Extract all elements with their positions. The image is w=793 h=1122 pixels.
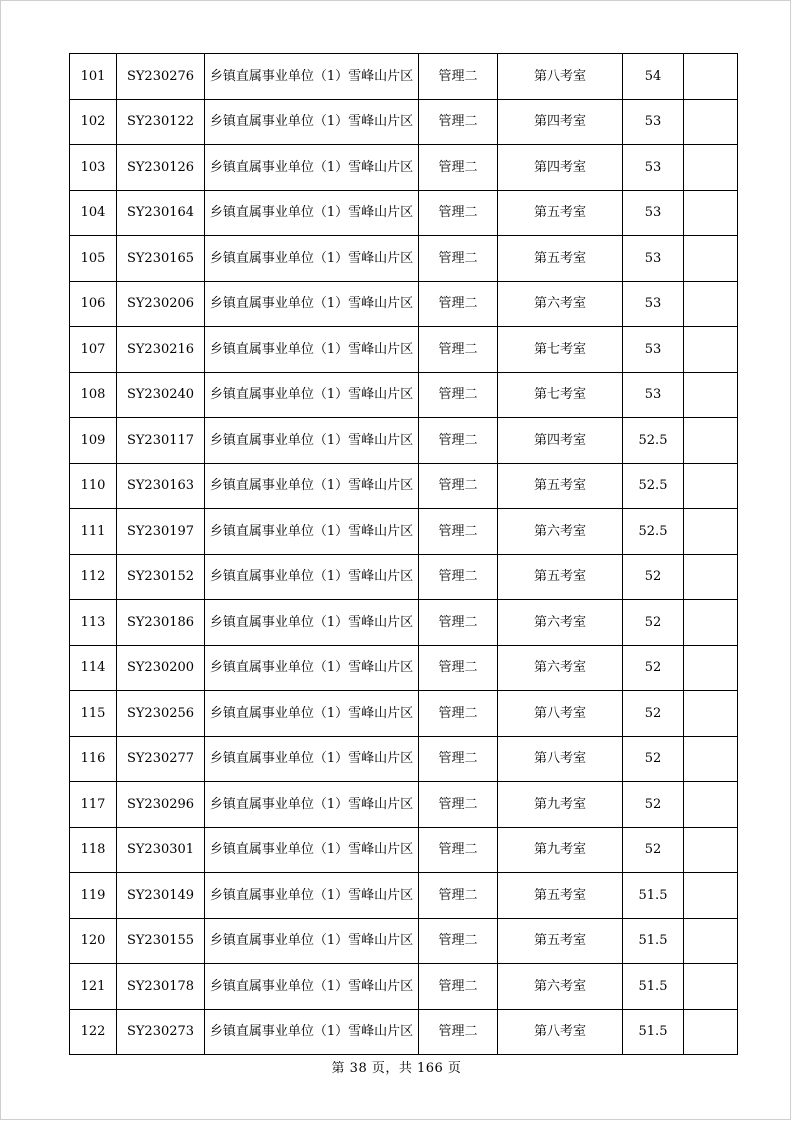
cell-exam-id: SY230186 xyxy=(117,600,205,646)
cell-exam-room: 第九考室 xyxy=(498,827,623,873)
cell-exam-id: SY230197 xyxy=(117,509,205,555)
cell-unit: 乡镇直属事业单位（1）雪峰山片区 xyxy=(205,827,419,873)
page-number-footer: 第 38 页，共 166 页 xyxy=(331,1061,462,1076)
cell-remark xyxy=(684,509,738,555)
cell-exam-room: 第六考室 xyxy=(498,645,623,691)
cell-unit: 乡镇直属事业单位（1）雪峰山片区 xyxy=(205,691,419,737)
table-row xyxy=(70,964,738,1010)
cell-score: 51.5 xyxy=(623,1009,684,1055)
cell-score: 53 xyxy=(623,145,684,191)
cell-exam-id: SY230216 xyxy=(117,327,205,373)
cell-exam-room: 第六考室 xyxy=(498,509,623,555)
table-row xyxy=(70,918,738,964)
results-body xyxy=(70,54,738,1055)
cell-post: 管理二 xyxy=(419,873,498,919)
cell-score: 52 xyxy=(623,827,684,873)
cell-unit: 乡镇直属事业单位（1）雪峰山片区 xyxy=(205,418,419,464)
cell-exam-room: 第八考室 xyxy=(498,54,623,100)
cell-remark xyxy=(684,236,738,282)
cell-number: 122 xyxy=(70,1009,117,1055)
cell-score: 53 xyxy=(623,281,684,327)
cell-post: 管理二 xyxy=(419,190,498,236)
cell-post: 管理二 xyxy=(419,463,498,509)
cell-post: 管理二 xyxy=(419,418,498,464)
table-row xyxy=(70,827,738,873)
cell-post: 管理二 xyxy=(419,236,498,282)
cell-exam-room: 第七考室 xyxy=(498,372,623,418)
cell-exam-id: SY230256 xyxy=(117,691,205,737)
cell-score: 52 xyxy=(623,600,684,646)
cell-exam-id: SY230117 xyxy=(117,418,205,464)
cell-post: 管理二 xyxy=(419,327,498,373)
cell-remark xyxy=(684,145,738,191)
table-row xyxy=(70,1009,738,1055)
cell-exam-room: 第六考室 xyxy=(498,281,623,327)
cell-exam-room: 第六考室 xyxy=(498,600,623,646)
cell-remark xyxy=(684,190,738,236)
cell-unit: 乡镇直属事业单位（1）雪峰山片区 xyxy=(205,327,419,373)
cell-exam-id: SY230122 xyxy=(117,99,205,145)
cell-number: 121 xyxy=(70,964,117,1010)
cell-exam-id: SY230240 xyxy=(117,372,205,418)
cell-exam-id: SY230165 xyxy=(117,236,205,282)
cell-score: 52 xyxy=(623,736,684,782)
cell-unit: 乡镇直属事业单位（1）雪峰山片区 xyxy=(205,645,419,691)
cell-exam-id: SY230296 xyxy=(117,782,205,828)
cell-score: 54 xyxy=(623,54,684,100)
cell-remark xyxy=(684,281,738,327)
cell-score: 53 xyxy=(623,327,684,373)
cell-score: 52.5 xyxy=(623,463,684,509)
cell-number: 119 xyxy=(70,873,117,919)
cell-exam-id: SY230163 xyxy=(117,463,205,509)
cell-remark xyxy=(684,736,738,782)
cell-remark xyxy=(684,463,738,509)
cell-post: 管理二 xyxy=(419,54,498,100)
cell-post: 管理二 xyxy=(419,827,498,873)
cell-exam-room: 第八考室 xyxy=(498,691,623,737)
cell-exam-room: 第五考室 xyxy=(498,463,623,509)
cell-remark xyxy=(684,873,738,919)
cell-exam-id: SY230301 xyxy=(117,827,205,873)
table-row xyxy=(70,509,738,555)
cell-exam-room: 第五考室 xyxy=(498,554,623,600)
cell-number: 108 xyxy=(70,372,117,418)
cell-exam-id: SY230149 xyxy=(117,873,205,919)
cell-score: 52.5 xyxy=(623,418,684,464)
cell-exam-room: 第五考室 xyxy=(498,236,623,282)
cell-post: 管理二 xyxy=(419,964,498,1010)
cell-exam-id: SY230273 xyxy=(117,1009,205,1055)
cell-post: 管理二 xyxy=(419,145,498,191)
cell-number: 101 xyxy=(70,54,117,100)
cell-score: 51.5 xyxy=(623,873,684,919)
cell-exam-room: 第四考室 xyxy=(498,418,623,464)
cell-post: 管理二 xyxy=(419,509,498,555)
cell-unit: 乡镇直属事业单位（1）雪峰山片区 xyxy=(205,54,419,100)
cell-exam-room: 第四考室 xyxy=(498,99,623,145)
cell-unit: 乡镇直属事业单位（1）雪峰山片区 xyxy=(205,873,419,919)
cell-exam-id: SY230164 xyxy=(117,190,205,236)
results-table xyxy=(69,53,738,1055)
table-row xyxy=(70,873,738,919)
cell-score: 53 xyxy=(623,190,684,236)
table-row xyxy=(70,190,738,236)
cell-unit: 乡镇直属事业单位（1）雪峰山片区 xyxy=(205,281,419,327)
table-row xyxy=(70,645,738,691)
cell-post: 管理二 xyxy=(419,281,498,327)
cell-score: 52 xyxy=(623,645,684,691)
table-row xyxy=(70,327,738,373)
cell-remark xyxy=(684,827,738,873)
cell-number: 111 xyxy=(70,509,117,555)
cell-unit: 乡镇直属事业单位（1）雪峰山片区 xyxy=(205,1009,419,1055)
table-row xyxy=(70,281,738,327)
cell-unit: 乡镇直属事业单位（1）雪峰山片区 xyxy=(205,463,419,509)
cell-post: 管理二 xyxy=(419,736,498,782)
cell-post: 管理二 xyxy=(419,600,498,646)
cell-exam-id: SY230277 xyxy=(117,736,205,782)
cell-unit: 乡镇直属事业单位（1）雪峰山片区 xyxy=(205,782,419,828)
cell-unit: 乡镇直属事业单位（1）雪峰山片区 xyxy=(205,736,419,782)
cell-post: 管理二 xyxy=(419,782,498,828)
cell-number: 118 xyxy=(70,827,117,873)
cell-number: 116 xyxy=(70,736,117,782)
table-row xyxy=(70,782,738,828)
cell-remark xyxy=(684,372,738,418)
cell-post: 管理二 xyxy=(419,691,498,737)
cell-exam-room: 第八考室 xyxy=(498,736,623,782)
cell-unit: 乡镇直属事业单位（1）雪峰山片区 xyxy=(205,145,419,191)
cell-exam-id: SY230126 xyxy=(117,145,205,191)
cell-unit: 乡镇直属事业单位（1）雪峰山片区 xyxy=(205,964,419,1010)
cell-score: 52 xyxy=(623,782,684,828)
cell-exam-room: 第七考室 xyxy=(498,327,623,373)
table-row xyxy=(70,145,738,191)
cell-exam-id: SY230178 xyxy=(117,964,205,1010)
cell-remark xyxy=(684,645,738,691)
cell-exam-id: SY230200 xyxy=(117,645,205,691)
cell-number: 120 xyxy=(70,918,117,964)
table-row xyxy=(70,600,738,646)
cell-remark xyxy=(684,554,738,600)
cell-number: 115 xyxy=(70,691,117,737)
cell-score: 53 xyxy=(623,372,684,418)
cell-exam-room: 第五考室 xyxy=(498,918,623,964)
cell-score: 53 xyxy=(623,236,684,282)
table-row xyxy=(70,691,738,737)
cell-number: 112 xyxy=(70,554,117,600)
cell-post: 管理二 xyxy=(419,554,498,600)
cell-post: 管理二 xyxy=(419,372,498,418)
cell-post: 管理二 xyxy=(419,918,498,964)
table-row xyxy=(70,463,738,509)
cell-post: 管理二 xyxy=(419,645,498,691)
cell-unit: 乡镇直属事业单位（1）雪峰山片区 xyxy=(205,918,419,964)
cell-remark xyxy=(684,54,738,100)
table-row xyxy=(70,554,738,600)
cell-remark xyxy=(684,1009,738,1055)
cell-number: 109 xyxy=(70,418,117,464)
cell-remark xyxy=(684,99,738,145)
cell-exam-room: 第八考室 xyxy=(498,1009,623,1055)
cell-number: 103 xyxy=(70,145,117,191)
cell-score: 51.5 xyxy=(623,964,684,1010)
cell-number: 106 xyxy=(70,281,117,327)
cell-unit: 乡镇直属事业单位（1）雪峰山片区 xyxy=(205,99,419,145)
table-row xyxy=(70,54,738,100)
cell-exam-room: 第九考室 xyxy=(498,782,623,828)
table-row xyxy=(70,236,738,282)
cell-score: 51.5 xyxy=(623,918,684,964)
cell-number: 104 xyxy=(70,190,117,236)
cell-exam-room: 第五考室 xyxy=(498,190,623,236)
cell-number: 117 xyxy=(70,782,117,828)
cell-unit: 乡镇直属事业单位（1）雪峰山片区 xyxy=(205,372,419,418)
cell-exam-room: 第四考室 xyxy=(498,145,623,191)
table-row xyxy=(70,99,738,145)
cell-score: 52.5 xyxy=(623,509,684,555)
cell-unit: 乡镇直属事业单位（1）雪峰山片区 xyxy=(205,600,419,646)
cell-number: 113 xyxy=(70,600,117,646)
cell-score: 52 xyxy=(623,554,684,600)
cell-number: 105 xyxy=(70,236,117,282)
cell-unit: 乡镇直属事业单位（1）雪峰山片区 xyxy=(205,554,419,600)
cell-exam-room: 第五考室 xyxy=(498,873,623,919)
cell-exam-id: SY230206 xyxy=(117,281,205,327)
cell-remark xyxy=(684,691,738,737)
cell-remark xyxy=(684,418,738,464)
cell-exam-room: 第六考室 xyxy=(498,964,623,1010)
cell-score: 52 xyxy=(623,691,684,737)
cell-remark xyxy=(684,918,738,964)
cell-remark xyxy=(684,600,738,646)
cell-number: 114 xyxy=(70,645,117,691)
cell-exam-id: SY230155 xyxy=(117,918,205,964)
cell-post: 管理二 xyxy=(419,99,498,145)
cell-unit: 乡镇直属事业单位（1）雪峰山片区 xyxy=(205,190,419,236)
table-row xyxy=(70,736,738,782)
table-row xyxy=(70,418,738,464)
cell-remark xyxy=(684,964,738,1010)
cell-post: 管理二 xyxy=(419,1009,498,1055)
cell-number: 107 xyxy=(70,327,117,373)
table-row xyxy=(70,372,738,418)
cell-unit: 乡镇直属事业单位（1）雪峰山片区 xyxy=(205,509,419,555)
cell-remark xyxy=(684,327,738,373)
cell-score: 53 xyxy=(623,99,684,145)
cell-exam-id: SY230152 xyxy=(117,554,205,600)
cell-unit: 乡镇直属事业单位（1）雪峰山片区 xyxy=(205,236,419,282)
cell-remark xyxy=(684,782,738,828)
cell-exam-id: SY230276 xyxy=(117,54,205,100)
cell-number: 110 xyxy=(70,463,117,509)
cell-number: 102 xyxy=(70,99,117,145)
